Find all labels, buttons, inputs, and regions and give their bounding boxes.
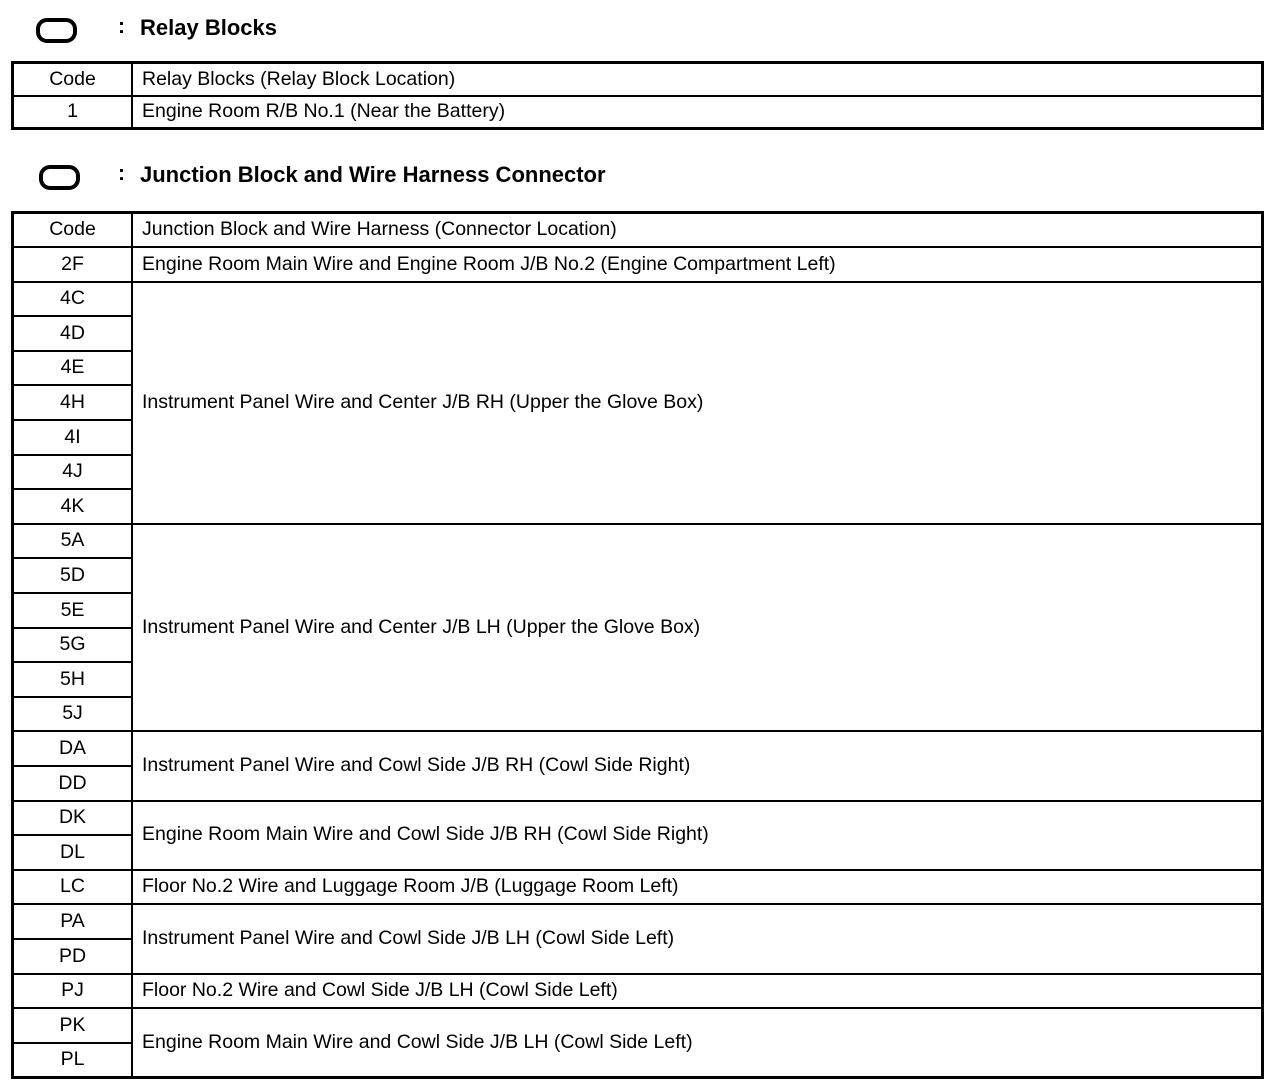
location-cell: Engine Room R/B No.1 (Near the Battery)	[132, 96, 1263, 129]
code-cell: 4K	[13, 489, 133, 524]
relay-section-heading	[36, 13, 436, 47]
junction-section-title: Junction Block and Wire Harness Connector	[140, 162, 606, 187]
table-row	[13, 801, 1263, 836]
table-row	[13, 247, 1263, 282]
code-cell: 5H	[13, 662, 133, 697]
code-column-header: Code	[13, 63, 133, 96]
table-row	[13, 731, 1263, 766]
code-cell: 5G	[13, 628, 133, 663]
junction-block-table	[11, 211, 1264, 1079]
junction-heading-colon: :	[118, 162, 125, 185]
location-column-header: Relay Blocks (Relay Block Location)	[132, 63, 1263, 96]
location-cell: Engine Room Main Wire and Cowl Side J/B RH (Cowl Side Right)	[132, 801, 1263, 870]
code-cell: 4E	[13, 351, 133, 386]
code-cell: 5A	[13, 524, 133, 559]
code-cell: DK	[13, 801, 133, 836]
code-cell: 4I	[13, 420, 133, 455]
code-cell: DL	[13, 835, 133, 870]
junction-section-heading	[36, 160, 736, 194]
table-row	[13, 1008, 1263, 1043]
location-column-header: Junction Block and Wire Harness (Connector Location)	[132, 213, 1263, 248]
code-cell: PJ	[13, 974, 133, 1009]
code-cell: 5J	[13, 697, 133, 732]
relay-blocks-table	[11, 61, 1264, 130]
location-cell: Instrument Panel Wire and Center J/B LH (Upper the Glove Box)	[132, 524, 1263, 732]
code-cell: DA	[13, 731, 133, 766]
table-row	[13, 974, 1263, 1009]
code-cell: 4D	[13, 316, 133, 351]
table-header-row	[13, 63, 1263, 96]
table-row	[13, 96, 1263, 129]
code-cell: 2F	[13, 247, 133, 282]
code-column-header: Code	[13, 213, 133, 248]
location-cell: Instrument Panel Wire and Center J/B RH (Upper the Glove Box)	[132, 282, 1263, 524]
code-cell: 5E	[13, 593, 133, 628]
junction-block-symbol-icon	[39, 165, 80, 190]
relay-section-title: Relay Blocks	[140, 15, 277, 40]
code-cell: PD	[13, 939, 133, 974]
location-cell: Engine Room Main Wire and Engine Room J/B No.2 (Engine Compartment Left)	[132, 247, 1263, 282]
relay-heading-colon: :	[118, 15, 125, 38]
code-cell: 4J	[13, 455, 133, 490]
code-cell: 1	[13, 96, 133, 129]
table-row	[13, 524, 1263, 559]
table-row	[13, 870, 1263, 905]
table-row	[13, 904, 1263, 939]
location-cell: Engine Room Main Wire and Cowl Side J/B LH (Cowl Side Left)	[132, 1008, 1263, 1077]
location-cell: Floor No.2 Wire and Luggage Room J/B (Luggage Room Left)	[132, 870, 1263, 905]
location-cell: Instrument Panel Wire and Cowl Side J/B RH (Cowl Side Right)	[132, 731, 1263, 800]
code-cell: LC	[13, 870, 133, 905]
relay-block-symbol-icon	[36, 18, 77, 43]
location-cell: Instrument Panel Wire and Cowl Side J/B LH (Cowl Side Left)	[132, 904, 1263, 973]
code-cell: 5D	[13, 558, 133, 593]
code-cell: 4H	[13, 385, 133, 420]
code-cell: PA	[13, 904, 133, 939]
table-header-row	[13, 213, 1263, 248]
table-row	[13, 282, 1263, 317]
location-cell: Floor No.2 Wire and Cowl Side J/B LH (Cowl Side Left)	[132, 974, 1263, 1009]
code-cell: PK	[13, 1008, 133, 1043]
code-cell: DD	[13, 766, 133, 801]
code-cell: 4C	[13, 282, 133, 317]
code-cell: PL	[13, 1043, 133, 1078]
